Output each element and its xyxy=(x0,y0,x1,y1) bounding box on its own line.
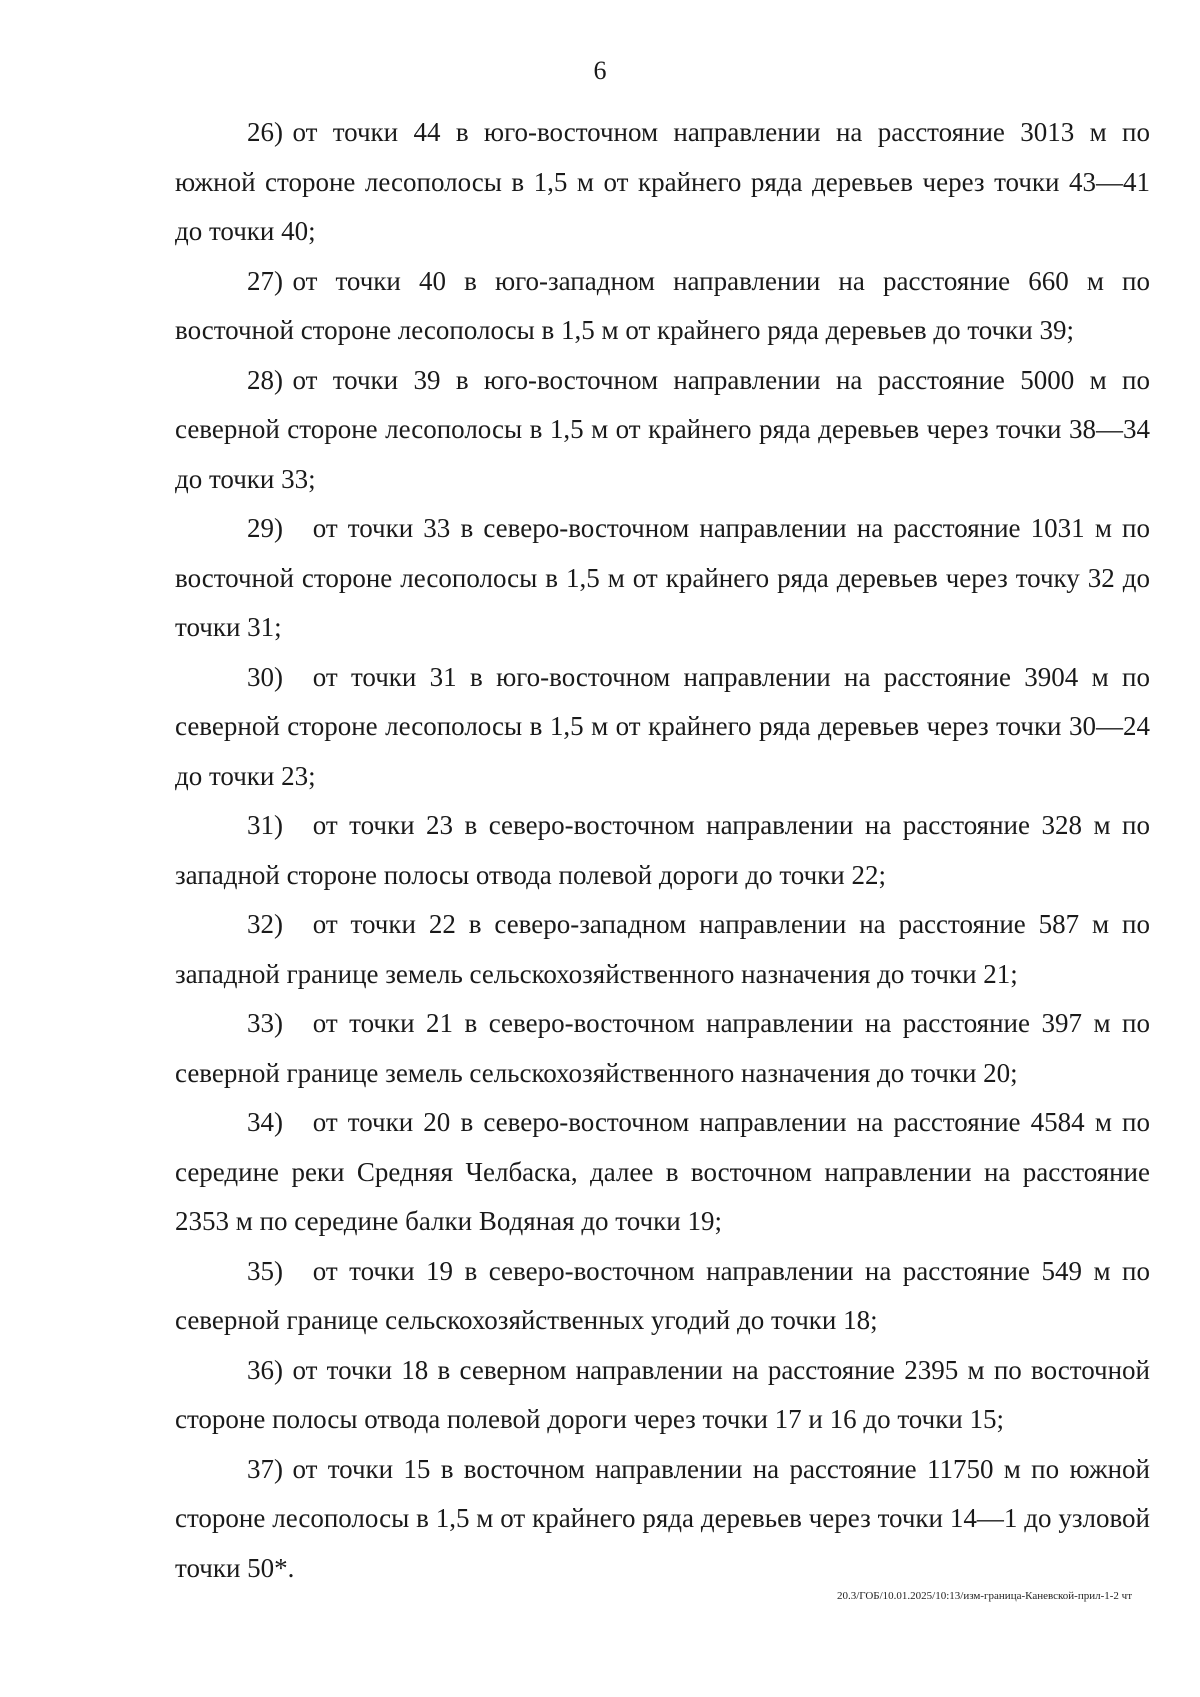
paragraph-33 xyxy=(175,999,1150,1098)
paragraph-text: от точки 15 в восточном направлении на расстояние 11750 м по южной стороне лесополосы в 1,5 м от крайнего ряда деревьев через точки 14—1 до узловой точки 50*. xyxy=(175,1453,1150,1583)
paragraph-35 xyxy=(175,1247,1150,1346)
paragraph-27 xyxy=(175,257,1150,356)
paragraph-number: 35) xyxy=(247,1255,283,1286)
paragraph-28 xyxy=(175,356,1150,505)
paragraph-text: от точки 33 в северо-восточном направлении на расстояние 1031 м по восточной стороне лесополосы в 1,5 м от крайнего ряда деревьев через точку 32 до точки 31; xyxy=(175,513,1150,642)
paragraph-number: 34) xyxy=(247,1107,283,1137)
paragraph-text: от точки 39 в юго-восточном направлении на расстояние 5000 м по северной стороне лесополосы в 1,5 м от крайнего ряда деревьев через точки 38—34 до точки 33; xyxy=(175,364,1150,494)
paragraph-number: 33) xyxy=(247,1008,283,1038)
paragraph-number: 32) xyxy=(247,909,283,939)
paragraph-text: от точки 31 в юго-восточном направлении на расстояние 3904 м по северной стороне лесополосы в 1,5 м от крайнего ряда деревьев через точки 30—24 до точки 23; xyxy=(175,661,1150,791)
document-body xyxy=(175,108,1150,1593)
paragraph-31 xyxy=(175,801,1150,900)
paragraph-number: 29) xyxy=(247,513,283,543)
paragraph-number: 26) xyxy=(247,117,283,147)
paragraph-text: от точки 20 в северо-восточном направлении на расстояние 4584 м по середине реки Средняя Челбаска, далее в восточном направлении на расстояние 2353 м по середине балки Водяная до точки 19; xyxy=(175,1107,1150,1236)
paragraph-text: от точки 22 в северо-западном направлении на расстояние 587 м по западной границе земель сельскохозяйственного назначения до точки 21; xyxy=(175,909,1150,989)
paragraph-text: от точки 19 в северо-восточном направлении на расстояние 549 м по северной границе сельскохозяйственных угодий до точки 18; xyxy=(175,1255,1150,1335)
paragraph-26 xyxy=(175,108,1150,257)
paragraph-number: 36) xyxy=(247,1354,283,1385)
paragraph-text: от точки 40 в юго-западном направлении на расстояние 660 м по восточной стороне лесополосы в 1,5 м от крайнего ряда деревьев до точки 39; xyxy=(175,265,1150,345)
document-footer-reference: 20.3/ГОБ/10.01.2025/10:13/изм-граница-Каневской-прил-1-2 чт xyxy=(836,1590,1132,1602)
paragraph-number: 27) xyxy=(247,265,283,296)
paragraph-34 xyxy=(175,1098,1150,1247)
paragraph-text: от точки 23 в северо-восточном направлении на расстояние 328 м по западной стороне полосы отвода полевой дороги до точки 22; xyxy=(175,810,1150,890)
paragraph-number: 30) xyxy=(247,661,283,692)
paragraph-number: 31) xyxy=(247,810,283,840)
paragraph-number: 28) xyxy=(247,364,283,395)
paragraph-37 xyxy=(175,1445,1150,1594)
paragraph-32 xyxy=(175,900,1150,999)
page-number: 6 xyxy=(593,56,607,85)
paragraph-text: от точки 21 в северо-восточном направлении на расстояние 397 м по северной границе земель сельскохозяйственного назначения до точки 20; xyxy=(175,1008,1150,1088)
paragraph-36 xyxy=(175,1346,1150,1445)
paragraph-30 xyxy=(175,653,1150,802)
paragraph-text: от точки 44 в юго-восточном направлении на расстояние 3013 м по южной стороне лесополосы в 1,5 м от крайнего ряда деревьев через точки 43—41 до точки 40; xyxy=(175,117,1150,246)
paragraph-text: от точки 18 в северном направлении на расстояние 2395 м по восточной стороне полосы отвода полевой дороги через точки 17 и 16 до точки 15; xyxy=(175,1354,1150,1434)
paragraph-number: 37) xyxy=(247,1453,283,1484)
paragraph-29 xyxy=(175,504,1150,653)
